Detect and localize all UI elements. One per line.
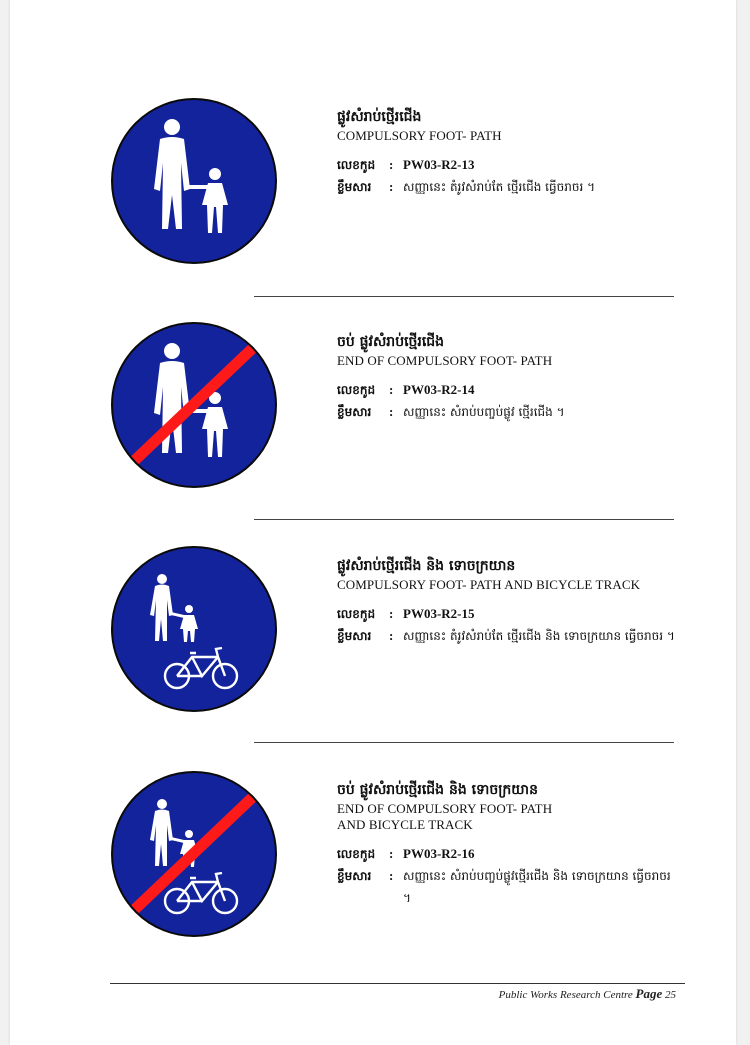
sign-title-en-line1: END OF COMPULSORY FOOT- PATH (337, 801, 553, 816)
pedestrians-icon (110, 97, 278, 265)
sign-info-4: ចប់ ផ្លូវសំរាប់ថ្មើរជើង និង ទោចក្រយាន END OF COMPULSORY FOOT- PATH AND BICYCLE TRACK លេខកូដ : PW03-R2-16 ខ្លឹមសារ : សញ្ញានេះ សំរាប់បញ្ចប់ផ្លូវថ្មើរជើង និង ទោចក្រយាន ធ្វើចរាចរ ។ (337, 781, 682, 909)
divider (254, 296, 674, 297)
sign-meaning: សញ្ញានេះ តំរូវសំរាប់តែ ថ្មើរជើង និង ទោចក្រយាន ធ្វើចរាចរ ។ (403, 629, 675, 643)
sign-code: PW03-R2-13 (403, 157, 475, 172)
footer-centre: Public Works Research Centre (498, 989, 633, 1001)
sign-title-en-line2: AND BICYCLE TRACK (337, 817, 473, 832)
sign-code: PW03-R2-15 (403, 606, 475, 621)
footer-page-number: 25 (665, 989, 676, 1001)
code-label: លេខកូដ (337, 607, 376, 621)
code-label: លេខកូដ (337, 847, 376, 861)
sign-title-en: COMPULSORY FOOT- PATH AND BICYCLE TRACK (337, 577, 641, 592)
sign-info-1: ផ្លូវសំរាប់ថ្មើរជើង COMPULSORY FOOT- PATH លេខកូដ : PW03-R2-13 ខ្លឹមសារ : សញ្ញានេះ តំរូវសំរាប់តែ ថ្មើរជើង ធ្វើចរាចរ ។ (337, 108, 682, 198)
sign-code: PW03-R2-14 (403, 382, 475, 397)
code-label: លេខកូដ (337, 158, 376, 172)
meaning-label: ខ្លឹមសារ (337, 180, 372, 194)
pedestrians-bicycle-icon (110, 545, 278, 713)
end-pedestrians-icon (110, 321, 278, 489)
sign-info-3: ផ្លូវសំរាប់ថ្មើរជើង និង ទោចក្រយាន COMPULSORY FOOT- PATH AND BICYCLE TRACK លេខកូដ : PW03-R2-15 ខ្លឹមសារ : សញ្ញានេះ តំរូវសំរាប់តែ ថ្មើរជើង និង ទោចក្រយាន ធ្វើចរាចរ ។ (337, 557, 682, 647)
document-page (10, 0, 736, 1045)
end-pedestrians-bicycle-icon (110, 770, 278, 938)
sign-title-kh: ចប់ ផ្លូវសំរាប់ថ្មើរជើង និង ទោចក្រយាន (337, 782, 538, 798)
sign-title-en: END OF COMPULSORY FOOT- PATH (337, 353, 553, 368)
footer-page-label: Page (635, 986, 663, 1001)
sign-meaning: សញ្ញានេះ តំរូវសំរាប់តែ ថ្មើរជើង ធ្វើចរាចរ ។ (403, 180, 595, 194)
meaning-label: ខ្លឹមសារ (337, 405, 372, 419)
meaning-label: ខ្លឹមសារ (337, 869, 372, 883)
meaning-label: ខ្លឹមសារ (337, 629, 372, 643)
footer-rule (110, 983, 685, 984)
divider (254, 519, 674, 520)
divider (254, 742, 674, 743)
sign-title-en: COMPULSORY FOOT- PATH (337, 128, 502, 143)
sign-info-2: ចប់ ផ្លូវសំរាប់ថ្មើរជើង END OF COMPULSORY FOOT- PATH លេខកូដ : PW03-R2-14 ខ្លឹមសារ : សញ្ញានេះ សំរាប់បញ្ចប់ផ្លូវ ថ្មើរជើង ។ (337, 333, 682, 423)
sign-title-kh: ផ្លូវសំរាប់ថ្មើរជើង និង ទោចក្រយាន (337, 558, 516, 574)
sign-title-kh: ចប់ ផ្លូវសំរាប់ថ្មើរជើង (337, 334, 445, 350)
sign-code: PW03-R2-16 (403, 846, 475, 861)
sign-title-kh: ផ្លូវសំរាប់ថ្មើរជើង (337, 109, 422, 125)
sign-meaning: សញ្ញានេះ សំរាប់បញ្ចប់ផ្លូវ ថ្មើរជើង ។ (403, 405, 565, 419)
code-label: លេខកូដ (337, 383, 376, 397)
sign-meaning: សញ្ញានេះ សំរាប់បញ្ចប់ផ្លូវថ្មើរជើង និង ទោចក្រយាន ធ្វើចរាចរ ។ (403, 869, 671, 905)
page-footer (499, 986, 676, 1002)
